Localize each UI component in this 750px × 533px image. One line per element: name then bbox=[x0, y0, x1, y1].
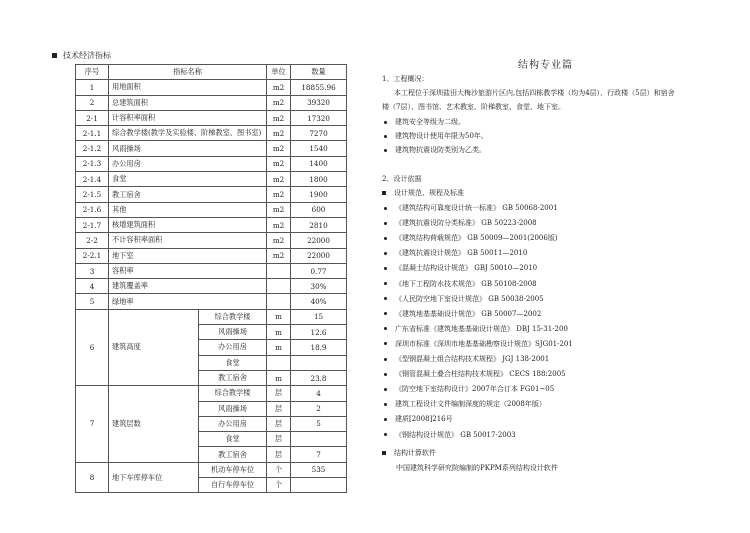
row-name: 办公用房 bbox=[109, 156, 267, 171]
page-title: 结构专业篇 bbox=[518, 60, 573, 71]
bullet-icon bbox=[384, 149, 387, 152]
section-1-paragraph-line-2: 楼（7层）、图书馆、艺术教室、阶梯教室、食堂、地下室。 bbox=[382, 103, 565, 111]
row-name: 总建筑面积 bbox=[109, 95, 267, 110]
row-unit: m2 bbox=[267, 172, 291, 187]
row-qty: 23.8 bbox=[291, 370, 347, 385]
group-sub-item: 综合教学楼 bbox=[199, 386, 267, 401]
bullet-icon bbox=[384, 121, 387, 124]
table-row bbox=[76, 386, 347, 401]
section-3-text: 中国建筑科学研究院编制的PKPM系列结构设计软件 bbox=[396, 464, 558, 472]
group-rows bbox=[76, 309, 347, 493]
row-qty: 22000 bbox=[291, 233, 347, 248]
standard-item bbox=[384, 430, 516, 440]
group-sub-item: 教工宿舍 bbox=[199, 447, 267, 462]
row-unit: 层 bbox=[267, 447, 291, 462]
group-name: 建筑高度 bbox=[109, 309, 199, 385]
table-row bbox=[76, 217, 347, 232]
standard-item-text: 《建筑结构荷载规范》 GB 50009—2001(2006版) bbox=[395, 234, 558, 243]
row-unit bbox=[267, 294, 291, 309]
standard-item bbox=[384, 279, 537, 289]
row-no: 2-1.2 bbox=[76, 141, 109, 156]
table-row bbox=[76, 95, 347, 110]
row-qty: 40% bbox=[291, 294, 347, 309]
table-row bbox=[76, 202, 347, 217]
bullet-icon bbox=[384, 418, 387, 421]
standard-item-text: 《建筑地基基础设计规范》 GB 50007—2002 bbox=[395, 309, 542, 318]
header-name: 指标名称 bbox=[109, 65, 267, 80]
standard-item bbox=[384, 248, 527, 258]
row-no: 2-1.5 bbox=[76, 187, 109, 202]
standard-item bbox=[384, 399, 546, 409]
row-unit: 层 bbox=[267, 386, 291, 401]
row-name: 教工宿舍 bbox=[109, 187, 267, 202]
section-1-paragraph-line-1: 本工程位于深圳盐田大梅沙旅游片区内,包括四栋教学楼（均为4层）、行政楼（5层）和宿舍 bbox=[394, 89, 675, 97]
list-item-text: 建筑物抗震设防类别为乙类。 bbox=[395, 146, 486, 154]
square-bullet-icon bbox=[382, 451, 386, 455]
row-qty: 535 bbox=[291, 462, 347, 477]
row-unit: m2 bbox=[267, 248, 291, 263]
row-qty: 12.6 bbox=[291, 325, 347, 340]
table-row bbox=[76, 263, 347, 278]
row-unit: m bbox=[267, 370, 291, 385]
standard-item-text: 《防空地下室结构设计》2007年合订本 FG01~05 bbox=[395, 385, 555, 394]
section-2-subheading bbox=[382, 188, 464, 198]
bullet-icon bbox=[384, 282, 387, 285]
table-row bbox=[76, 462, 347, 477]
row-qty: 1400 bbox=[291, 156, 347, 171]
standard-item-text: 《建筑结构可靠度设计统一标准》 GB 50068-2001 bbox=[395, 204, 558, 212]
list-item-text: 建筑安全等级为二级。 bbox=[395, 118, 465, 126]
table-row bbox=[76, 248, 347, 263]
table-row bbox=[76, 110, 347, 125]
row-qty: 2 bbox=[291, 401, 347, 416]
row-name: 建筑覆盖率 bbox=[109, 279, 267, 294]
section-2-subheading-text: 设计规范、规程及标准 bbox=[394, 189, 464, 197]
bullet-icon bbox=[384, 237, 387, 240]
section-2-heading: 2、设计依据 bbox=[382, 175, 422, 183]
standard-item bbox=[384, 294, 544, 304]
row-qty: 18855.96 bbox=[291, 80, 347, 95]
group-sub-item: 风雨操场 bbox=[199, 401, 267, 416]
bullet-icon bbox=[384, 433, 387, 436]
standard-item-text: 《建筑抗震设防分类标准》 GB 50223-2008 bbox=[395, 219, 537, 228]
row-unit: m bbox=[267, 309, 291, 324]
row-name: 绿地率 bbox=[109, 294, 267, 309]
standard-item bbox=[384, 369, 566, 379]
list-item bbox=[384, 145, 486, 155]
standard-item bbox=[384, 339, 573, 349]
bullet-icon bbox=[384, 403, 387, 406]
row-qty: 22000 bbox=[291, 248, 347, 263]
bullet-icon bbox=[384, 388, 387, 391]
row-qty: 5 bbox=[291, 416, 347, 431]
row-qty: 39320 bbox=[291, 95, 347, 110]
row-unit: 层 bbox=[267, 416, 291, 431]
row-unit: 层 bbox=[267, 401, 291, 416]
table-row bbox=[76, 141, 347, 156]
square-bullet-icon bbox=[382, 191, 386, 195]
row-no: 5 bbox=[76, 294, 109, 309]
row-qty: 17320 bbox=[291, 110, 347, 125]
standard-item bbox=[384, 218, 537, 228]
row-qty: 600 bbox=[291, 202, 347, 217]
row-unit: m bbox=[267, 340, 291, 355]
tech-indicators-table bbox=[75, 64, 347, 493]
row-unit: 层 bbox=[267, 432, 291, 447]
group-sub-item: 教工宿舍 bbox=[199, 370, 267, 385]
section-3-heading-text: 结构计算软件 bbox=[394, 449, 436, 457]
standard-item-text: 建筑工程设计文件编制深度的规定（2008年版） bbox=[395, 400, 546, 409]
row-qty: 7270 bbox=[291, 126, 347, 141]
bullet-icon bbox=[384, 373, 387, 376]
row-qty bbox=[291, 355, 347, 370]
row-unit bbox=[267, 263, 291, 278]
row-unit: m2 bbox=[267, 217, 291, 232]
row-qty: 1900 bbox=[291, 187, 347, 202]
row-qty: 0.77 bbox=[291, 263, 347, 278]
row-qty: 18.9 bbox=[291, 340, 347, 355]
group-sub-item: 综合教学楼 bbox=[199, 309, 267, 324]
table-row bbox=[76, 294, 347, 309]
standard-item-text: 广东省标准《建筑地基基础设计规范》 DBJ 15-31-200 bbox=[395, 324, 568, 333]
row-name: 容积率 bbox=[109, 263, 267, 278]
row-unit: 个 bbox=[267, 478, 291, 493]
list-item bbox=[384, 117, 465, 127]
row-qty: 1540 bbox=[291, 141, 347, 156]
group-sub-item: 自行车停车位 bbox=[199, 478, 267, 493]
row-qty: 1800 bbox=[291, 172, 347, 187]
row-unit: m2 bbox=[267, 202, 291, 217]
bullet-icon bbox=[384, 135, 387, 138]
table-row bbox=[76, 80, 347, 95]
standard-item bbox=[384, 384, 554, 394]
row-qty: 30% bbox=[291, 279, 347, 294]
row-no: 3 bbox=[76, 263, 109, 278]
list-item-text: 建筑物设计使用年限为50年。 bbox=[395, 132, 488, 140]
row-unit: 个 bbox=[267, 462, 291, 477]
row-name: 核增建筑面积 bbox=[109, 217, 267, 232]
group-sub-item: 办公用房 bbox=[199, 340, 267, 355]
row-qty: 7 bbox=[291, 447, 347, 462]
square-bullet-icon bbox=[52, 53, 57, 58]
group-name: 地下车库停车位 bbox=[109, 462, 199, 493]
standard-item-text: 《混凝土结构设计规范》 GBJ 50010—2010 bbox=[395, 264, 538, 273]
row-no: 2-1.4 bbox=[76, 172, 109, 187]
section-1-heading: 1、工程概况： bbox=[382, 75, 429, 83]
standard-item-text: 《型钢混凝土组合结构技术规程》 JGJ 138-2001 bbox=[395, 355, 550, 363]
row-no: 2-1.6 bbox=[76, 202, 109, 217]
row-no: 2 bbox=[76, 95, 109, 110]
table-row bbox=[76, 172, 347, 187]
header-unit: 单位 bbox=[267, 65, 291, 80]
standard-item bbox=[384, 203, 558, 213]
standard-item-text: 《建筑抗震设计规范》 GB 50011—2010 bbox=[395, 249, 528, 258]
row-no: 2-1 bbox=[76, 110, 109, 125]
group-sub-item: 机动车停车位 bbox=[199, 462, 267, 477]
row-name: 不计容积率面积 bbox=[109, 233, 267, 248]
row-no: 2-2.1 bbox=[76, 248, 109, 263]
group-no: 7 bbox=[76, 386, 109, 462]
standard-item-text: 《人民防空地下室设计规范》 GB 50038-2005 bbox=[395, 294, 544, 303]
tech-indicators-heading bbox=[52, 50, 111, 61]
simple-rows bbox=[76, 80, 347, 309]
row-qty: 2810 bbox=[291, 217, 347, 232]
row-qty bbox=[291, 432, 347, 447]
standard-item bbox=[384, 354, 549, 364]
header-no: 序号 bbox=[76, 65, 109, 80]
standard-item bbox=[384, 263, 537, 273]
row-name: 其他 bbox=[109, 202, 267, 217]
table-row bbox=[76, 187, 347, 202]
group-no: 8 bbox=[76, 462, 109, 493]
row-unit: m2 bbox=[267, 110, 291, 125]
standard-item-text: 建质[2008]216号 bbox=[395, 415, 453, 424]
standard-item bbox=[384, 414, 453, 424]
standard-item-text: 《钢管混凝土叠合柱结构技术规程》 CECS 188:2005 bbox=[395, 370, 566, 379]
section-3-heading bbox=[382, 448, 436, 458]
row-unit: m2 bbox=[267, 156, 291, 171]
standard-item-text: 深圳市标准《深圳市地基基础勘察设计规范》SJG01-201 bbox=[395, 339, 573, 348]
group-sub-item: 食堂 bbox=[199, 432, 267, 447]
row-qty bbox=[291, 478, 347, 493]
bullet-icon bbox=[384, 267, 387, 270]
header-qty: 数量 bbox=[291, 65, 347, 80]
row-no: 4 bbox=[76, 279, 109, 294]
row-qty: 4 bbox=[291, 386, 347, 401]
bullet-icon bbox=[384, 358, 387, 361]
row-unit: m2 bbox=[267, 126, 291, 141]
group-sub-item: 办公用房 bbox=[199, 416, 267, 431]
standard-item-text: 《钢结构设计规范》 GB 50017-2003 bbox=[395, 430, 516, 439]
row-no: 1 bbox=[76, 80, 109, 95]
row-unit: m2 bbox=[267, 187, 291, 202]
row-unit bbox=[267, 279, 291, 294]
row-no: 2-1.1 bbox=[76, 126, 109, 141]
row-unit: m2 bbox=[267, 233, 291, 248]
row-name: 食堂 bbox=[109, 172, 267, 187]
group-name: 建筑层数 bbox=[109, 386, 199, 462]
row-unit: m2 bbox=[267, 141, 291, 156]
tech-indicators-title: 技术经济指标 bbox=[63, 51, 111, 60]
row-no: 2-1.3 bbox=[76, 156, 109, 171]
row-name: 风雨操场 bbox=[109, 141, 267, 156]
bullet-icon bbox=[384, 297, 387, 300]
bullet-icon bbox=[384, 342, 387, 345]
row-name: 综合教学楼(教学及实验楼、阶梯教室、图书室) bbox=[109, 126, 267, 141]
standard-item bbox=[384, 324, 568, 334]
standard-item bbox=[384, 233, 558, 243]
group-no: 6 bbox=[76, 309, 109, 385]
table-row bbox=[76, 279, 347, 294]
row-no: 2-2 bbox=[76, 233, 109, 248]
row-unit: m2 bbox=[267, 95, 291, 110]
row-name: 计容积率面积 bbox=[109, 110, 267, 125]
table-header-row bbox=[76, 65, 347, 80]
table-row bbox=[76, 309, 347, 324]
group-sub-item: 食堂 bbox=[199, 355, 267, 370]
list-item bbox=[384, 131, 488, 141]
row-name: 地下室 bbox=[109, 248, 267, 263]
bullet-icon bbox=[384, 207, 387, 210]
bullet-icon bbox=[384, 327, 387, 330]
table-row bbox=[76, 233, 347, 248]
row-unit: m bbox=[267, 325, 291, 340]
row-unit: m2 bbox=[267, 80, 291, 95]
row-name: 用地面积 bbox=[109, 80, 267, 95]
table-row bbox=[76, 126, 347, 141]
table-row bbox=[76, 156, 347, 171]
group-sub-item: 风雨操场 bbox=[199, 325, 267, 340]
row-unit bbox=[267, 355, 291, 370]
standard-item-text: 《地下工程防水技术规范》 GB 50108-2008 bbox=[395, 279, 537, 288]
row-qty: 15 bbox=[291, 309, 347, 324]
bullet-icon bbox=[384, 222, 387, 225]
bullet-icon bbox=[384, 312, 387, 315]
standard-item bbox=[384, 309, 541, 319]
bullet-icon bbox=[384, 252, 387, 255]
row-no: 2-1.7 bbox=[76, 217, 109, 232]
